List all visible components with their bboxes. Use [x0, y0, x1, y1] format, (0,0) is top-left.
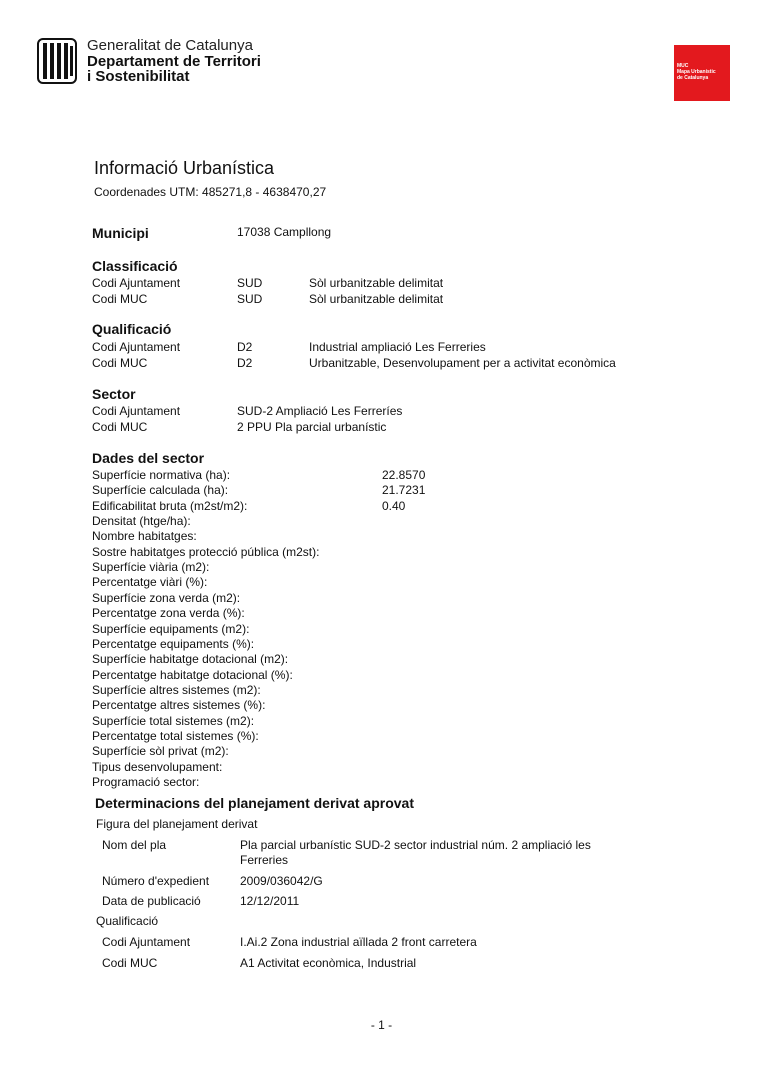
sector-row-value: SUD-2 Ampliació Les Ferreríes [237, 404, 403, 418]
nom-pla-label: Nom del pla [102, 838, 167, 852]
classificacio-row-code: SUD [237, 276, 263, 290]
classificacio-row-label: Codi MUC [92, 292, 148, 306]
dades-row-label: Percentatge total sistemes (%): [92, 729, 259, 743]
dades-row-label: Sostre habitatges protecció pública (m2st): [92, 545, 320, 559]
dades-row-label: Nombre habitatges: [92, 529, 197, 543]
utm-coordinates: Coordenades UTM: 485271,8 - 4638470,27 [94, 185, 327, 199]
dades-heading: Dades del sector [92, 450, 205, 466]
dades-row-label: Densitat (htge/ha): [92, 514, 191, 528]
dades-row-label: Percentatge habitatge dotacional (%): [92, 668, 293, 682]
dades-row-label: Superfície equipaments (m2): [92, 622, 250, 636]
muc-logo-badge [674, 45, 730, 101]
org-name: Generalitat de Catalunya [87, 37, 253, 54]
page-title: Informació Urbanística [94, 158, 275, 178]
muc-badge-line3: de Catalunya [677, 75, 709, 81]
codi-muc-label: Codi MUC [102, 956, 158, 970]
generalitat-logo [37, 38, 277, 88]
qualificacio-row-desc: Industrial ampliació Les Ferreries [309, 340, 486, 354]
dades-row-label: Superfície total sistemes (m2): [92, 714, 255, 728]
publicacio-value: 12/12/2011 [240, 894, 300, 908]
determinacions-heading: Determinacions del planejament derivat aprovat [95, 795, 414, 811]
figura-label: Figura del planejament derivat [96, 817, 258, 831]
codi-ajuntament-value: I.Ai.2 Zona industrial aïllada 2 front carretera [240, 935, 477, 949]
codi-ajuntament-label: Codi Ajuntament [102, 935, 191, 949]
qualificacio-row-code: D2 [237, 356, 253, 370]
dades-row-label: Percentatge altres sistemes (%): [92, 698, 266, 712]
classificacio-row-label: Codi Ajuntament [92, 276, 181, 290]
sector-heading: Sector [92, 386, 136, 402]
expedient-value: 2009/036042/G [240, 874, 323, 888]
dades-row-label: Edificabilitat bruta (m2st/m2): [92, 499, 248, 513]
sector-row-label: Codi MUC [92, 420, 148, 434]
municipi-label: Municipi [92, 225, 149, 241]
sector-row-label: Codi Ajuntament [92, 404, 181, 418]
dades-row-label: Superfície sòl privat (m2): [92, 744, 229, 758]
dades-row-label: Programació sector: [92, 775, 200, 789]
qualificacio-heading: Qualificació [92, 321, 172, 337]
page-number: - 1 - [370, 1018, 393, 1032]
dades-row-value: 22.8570 [382, 468, 426, 482]
dades-row-label: Percentatge zona verda (%): [92, 606, 245, 620]
codi-muc-value: A1 Activitat econòmica, Industrial [240, 956, 417, 970]
nom-pla-value: Pla parcial urbanístic SUD-2 sector industrial núm. 2 ampliació les Ferreries [240, 838, 591, 867]
qualificacio-row-desc: Urbanitzable, Desenvolupament per a activitat econòmica [309, 356, 616, 370]
publicacio-label: Data de publicació [102, 894, 201, 908]
department-name: Departament de Territori [87, 53, 261, 70]
municipi-value: 17038 Campllong [237, 225, 332, 239]
qualificacio-row-label: Codi Ajuntament [92, 340, 181, 354]
muc-badge-line2: Mapa Urbanístic [677, 69, 716, 75]
qualificacio-derivat-label: Qualificació [96, 914, 159, 928]
dades-row-label: Percentatge viàri (%): [92, 575, 208, 589]
dades-row-label: Superfície viària (m2): [92, 560, 210, 574]
sector-row-value: 2 PPU Pla parcial urbanístic [237, 420, 387, 434]
dades-row-label: Superfície altres sistemes (m2): [92, 683, 261, 697]
dades-row-label: Superfície calculada (ha): [92, 483, 229, 497]
dades-row-value: 0.40 [382, 499, 406, 513]
classificacio-row-code: SUD [237, 292, 263, 306]
expedient-label: Número d'expedient [102, 874, 210, 888]
classificacio-row-desc: Sòl urbanitzable delimitat [309, 276, 444, 290]
classificacio-heading: Classificació [92, 258, 178, 274]
dades-row-label: Superfície habitatge dotacional (m2): [92, 652, 289, 666]
qualificacio-row-label: Codi MUC [92, 356, 148, 370]
dades-row-label: Percentatge equipaments (%): [92, 637, 255, 651]
dades-row-label: Superfície normativa (ha): [92, 468, 231, 482]
department-name-cont: i Sostenibilitat [87, 68, 190, 85]
dades-row-label: Superfície zona verda (m2): [92, 591, 241, 605]
muc-badge-line1: MUC [677, 63, 689, 69]
classificacio-row-desc: Sòl urbanitzable delimitat [309, 292, 444, 306]
qualificacio-row-code: D2 [237, 340, 253, 354]
dades-row-value: 21.7231 [382, 483, 426, 497]
dades-row-label: Tipus desenvolupament: [92, 760, 223, 774]
catalan-stripes-seal-icon [37, 38, 77, 84]
